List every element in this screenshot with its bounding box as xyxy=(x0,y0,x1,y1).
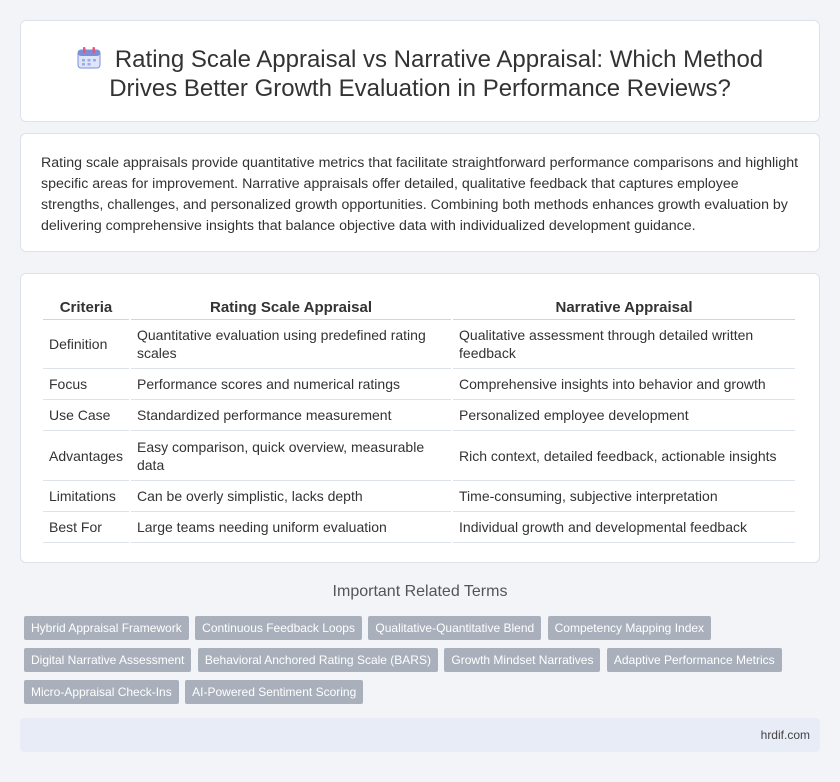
table-row xyxy=(43,320,795,369)
narrative-cell: Qualitative assessment through detailed written feedback xyxy=(453,320,795,369)
comparison-card xyxy=(20,273,820,563)
narrative-cell: Comprehensive insights into behavior and growth xyxy=(453,369,795,400)
table-header-row xyxy=(43,296,795,320)
criteria-cell: Limitations xyxy=(43,481,129,512)
summary-text: Rating scale appraisals provide quantitative metrics that facilitate straightforward performance comparisons and highlight specific areas for improvement. Narrative appraisals offer detailed, qualitative feedback that captures employee strengths, challenges, and personalized growth opportunities. Combining both methods enhances growth evaluation by delivering comprehensive insights that balance objective data with individualized development guidance. xyxy=(41,155,799,234)
table-row xyxy=(43,369,795,400)
criteria-cell: Advantages xyxy=(43,431,129,481)
related-term-tag[interactable]: Qualitative-Quantitative Blend xyxy=(368,616,541,640)
rating-scale-cell: Performance scores and numerical ratings xyxy=(131,369,451,400)
related-term-tag[interactable]: Hybrid Appraisal Framework xyxy=(24,616,189,640)
table-row xyxy=(43,481,795,512)
related-term-tag[interactable]: Micro-Appraisal Check-Ins xyxy=(24,680,179,704)
narrative-cell: Personalized employee development xyxy=(453,400,795,431)
rating-scale-cell: Easy comparison, quick overview, measurable data xyxy=(131,431,451,481)
header-rating-scale: Rating Scale Appraisal xyxy=(131,296,451,320)
rating-scale-cell: Can be overly simplistic, lacks depth xyxy=(131,481,451,512)
header-narrative: Narrative Appraisal xyxy=(453,296,795,320)
table-row xyxy=(43,400,795,431)
narrative-cell: Time-consuming, subjective interpretation xyxy=(453,481,795,512)
rating-scale-cell: Quantitative evaluation using predefined rating scales xyxy=(131,320,451,369)
related-term-tag[interactable]: Growth Mindset Narratives xyxy=(444,648,600,672)
narrative-cell: Rich context, detailed feedback, actionable insights xyxy=(453,431,795,481)
comparison-table xyxy=(41,296,797,543)
criteria-cell: Focus xyxy=(43,369,129,400)
rating-scale-cell: Standardized performance measurement xyxy=(131,400,451,431)
rating-scale-cell: Large teams needing uniform evaluation xyxy=(131,512,451,543)
related-terms-title: Important Related Terms xyxy=(332,583,508,600)
page-title-text: Rating Scale Appraisal vs Narrative Appraisal: Which Method Drives Better Growth Evaluation in Performance Reviews? xyxy=(109,46,764,102)
criteria-cell: Best For xyxy=(43,512,129,543)
criteria-cell: Use Case xyxy=(43,400,129,431)
related-terms-list xyxy=(24,616,824,712)
title-card xyxy=(20,20,820,122)
criteria-cell: Definition xyxy=(43,320,129,369)
summary-card xyxy=(20,133,820,252)
narrative-cell: Individual growth and developmental feedback xyxy=(453,512,795,543)
table-row xyxy=(43,431,795,481)
footer xyxy=(20,718,820,752)
related-term-tag[interactable]: Digital Narrative Assessment xyxy=(24,648,191,672)
footer-site-link[interactable]: hrdif.com xyxy=(760,728,810,742)
related-term-tag[interactable]: Continuous Feedback Loops xyxy=(195,616,362,640)
related-term-tag[interactable]: AI-Powered Sentiment Scoring xyxy=(185,680,363,704)
calendar-icon xyxy=(77,47,101,69)
related-term-tag[interactable]: Adaptive Performance Metrics xyxy=(607,648,782,672)
related-term-tag[interactable]: Behavioral Anchored Rating Scale (BARS) xyxy=(198,648,438,672)
page-title xyxy=(51,45,789,103)
header-criteria: Criteria xyxy=(43,296,129,320)
related-term-tag[interactable]: Competency Mapping Index xyxy=(548,616,711,640)
table-row xyxy=(43,512,795,543)
